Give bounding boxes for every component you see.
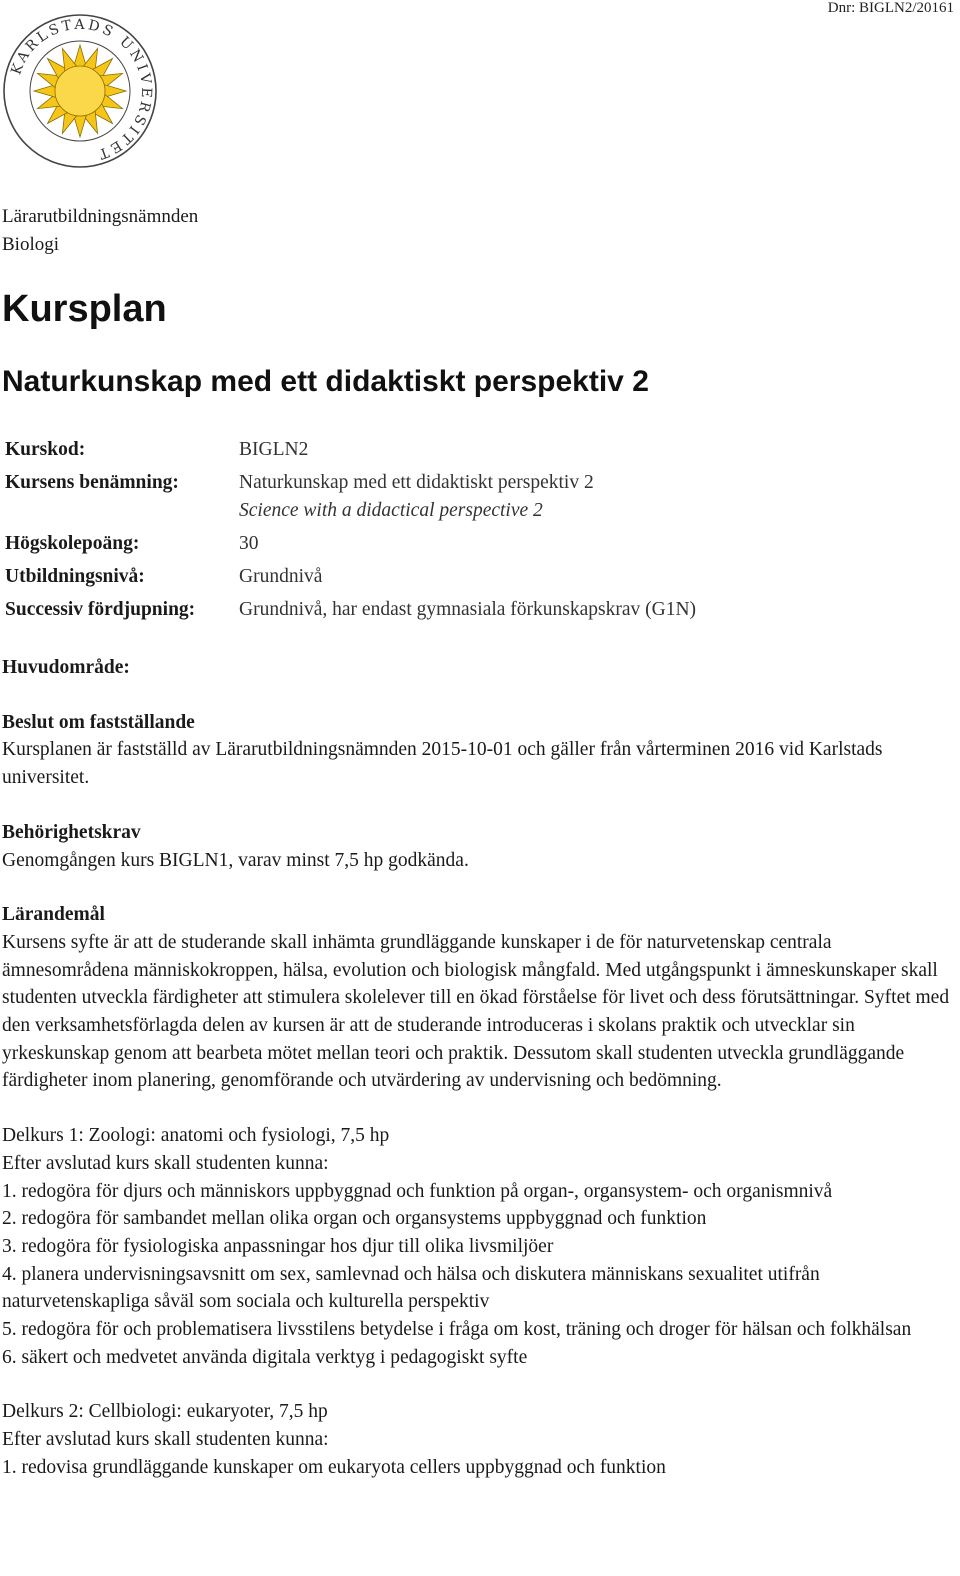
meta-row-benamning — [5, 469, 696, 525]
list-item: 1. redovisa grundläggande kunskaper om eukaryota cellers uppbyggnad och funktion — [2, 1456, 666, 1478]
subject-name: Biologi — [2, 234, 60, 255]
list-item: 1. redogöra för djurs och människors uppbyggnad och funktion på organ-, organsystem- och organismnivå — [2, 1180, 833, 1202]
document-number: Dnr: BIGLN2/20161 — [827, 0, 954, 16]
delkurs-intro: Efter avslutad kurs skall studenten kunna: — [2, 1429, 329, 1451]
sun-icon — [34, 45, 126, 137]
meta-label: Kursens benämning: — [5, 472, 179, 493]
meta-row-niva — [5, 563, 696, 591]
delkurs-title: Delkurs 1: Zoologi: anatomi och fysiologi, 7,5 hp — [2, 1125, 390, 1147]
section-heading: Beslut om fastställande — [2, 711, 195, 733]
syllabus-body — [2, 654, 954, 1509]
logo-text: KARLSTADS UNIVERSITET — [8, 16, 155, 163]
department-block — [2, 203, 198, 259]
meta-value: Grundnivå — [239, 566, 323, 587]
department-name: Lärarutbildningsnämnden — [2, 206, 199, 227]
section-huvudomrade — [2, 654, 954, 682]
page-title: Kursplan — [2, 288, 167, 330]
list-item: 5. redogöra för och problematisera livsstilens betydelse i fråga om kost, träning och droger för hälsan och folkhälsan — [2, 1319, 912, 1341]
meta-label: Utbildningsnivå: — [5, 566, 145, 587]
meta-value: Grundnivå, har endast gymnasiala förkunskapskrav (G1N) — [239, 599, 697, 620]
list-item: 2. redogöra för sambandet mellan olika organ och organsystems uppbyggnad och funktion — [2, 1208, 707, 1230]
list-item: 4. planera undervisningsavsnitt om sex, samlevnad och hälsa och diskutera människans sexualitet utifrån naturvetenskapliga såväl som sociala och kulturella perspektiv — [2, 1263, 820, 1313]
course-name-sv: Naturkunskap med ett didaktiskt perspektiv 2 — [239, 472, 594, 493]
delkurs-title: Delkurs 2: Cellbiologi: eukaryoter, 7,5 hp — [2, 1401, 328, 1423]
meta-value: 30 — [239, 533, 259, 554]
list-item: 3. redogöra för fysiologiska anpassningar hos djur till olika livsmiljöer — [2, 1235, 554, 1257]
course-meta-table — [5, 436, 696, 629]
section-beslut — [2, 709, 954, 792]
university-logo — [1, 12, 159, 170]
course-name-en: Science with a didactical perspective 2 — [239, 500, 543, 521]
section-text: Kursplanen är fastställd av Lärarutbildningsnämnden 2015-10-01 och gäller från vårterminen 2016 vid Karlstads universitet. — [2, 739, 883, 789]
meta-row-hp — [5, 530, 696, 558]
meta-value — [239, 469, 594, 525]
section-heading: Huvudområde: — [2, 657, 130, 678]
section-larandemal — [2, 901, 954, 1095]
section-heading: Lärandemål — [2, 904, 105, 926]
course-title: Naturkunskap med ett didaktiskt perspektiv 2 — [2, 365, 649, 398]
delkurs-2 — [2, 1398, 954, 1481]
section-heading: Behörighetskrav — [2, 821, 141, 843]
meta-row-fordjupning — [5, 596, 696, 624]
meta-value: BIGLN2 — [239, 439, 309, 460]
delkurs-1 — [2, 1122, 954, 1371]
meta-label: Högskolepoäng: — [5, 533, 140, 554]
meta-label: Successiv fördjupning: — [5, 599, 196, 620]
delkurs-intro: Efter avslutad kurs skall studenten kunna: — [2, 1152, 329, 1174]
section-text: Kursens syfte är att de studerande skall inhämta grundläggande kunskaper i de för naturvetenskap centrala ämnesområdena människokroppen, hälsa, evolution och biologisk mångfald. Med utgångspunkt i ämneskunskaper skall studenten utveckla färdigheter att stimulera skolelever till en ökad förståelse för livet och dess förutsättningar. Syftet med den verksamhetsförlagda delen av kursen är att de studerande introduceras i skolans praktik och utvecklar sin yrkeskunskap genom att bearbeta mötet mellan teori och praktik. Dessutom skall studenten utveckla grundläggande färdigheter inom planering, genomförande och utvärdering av undervisning och bedömning. — [2, 931, 950, 1092]
section-behorighet — [2, 819, 954, 874]
list-item: 6. säkert och medvetet använda digitala verktyg i pedagogiskt syfte — [2, 1346, 528, 1368]
meta-row-kurskod — [5, 436, 696, 464]
section-text: Genomgången kurs BIGLN1, varav minst 7,5 hp godkända. — [2, 849, 469, 871]
meta-label: Kurskod: — [5, 439, 86, 460]
